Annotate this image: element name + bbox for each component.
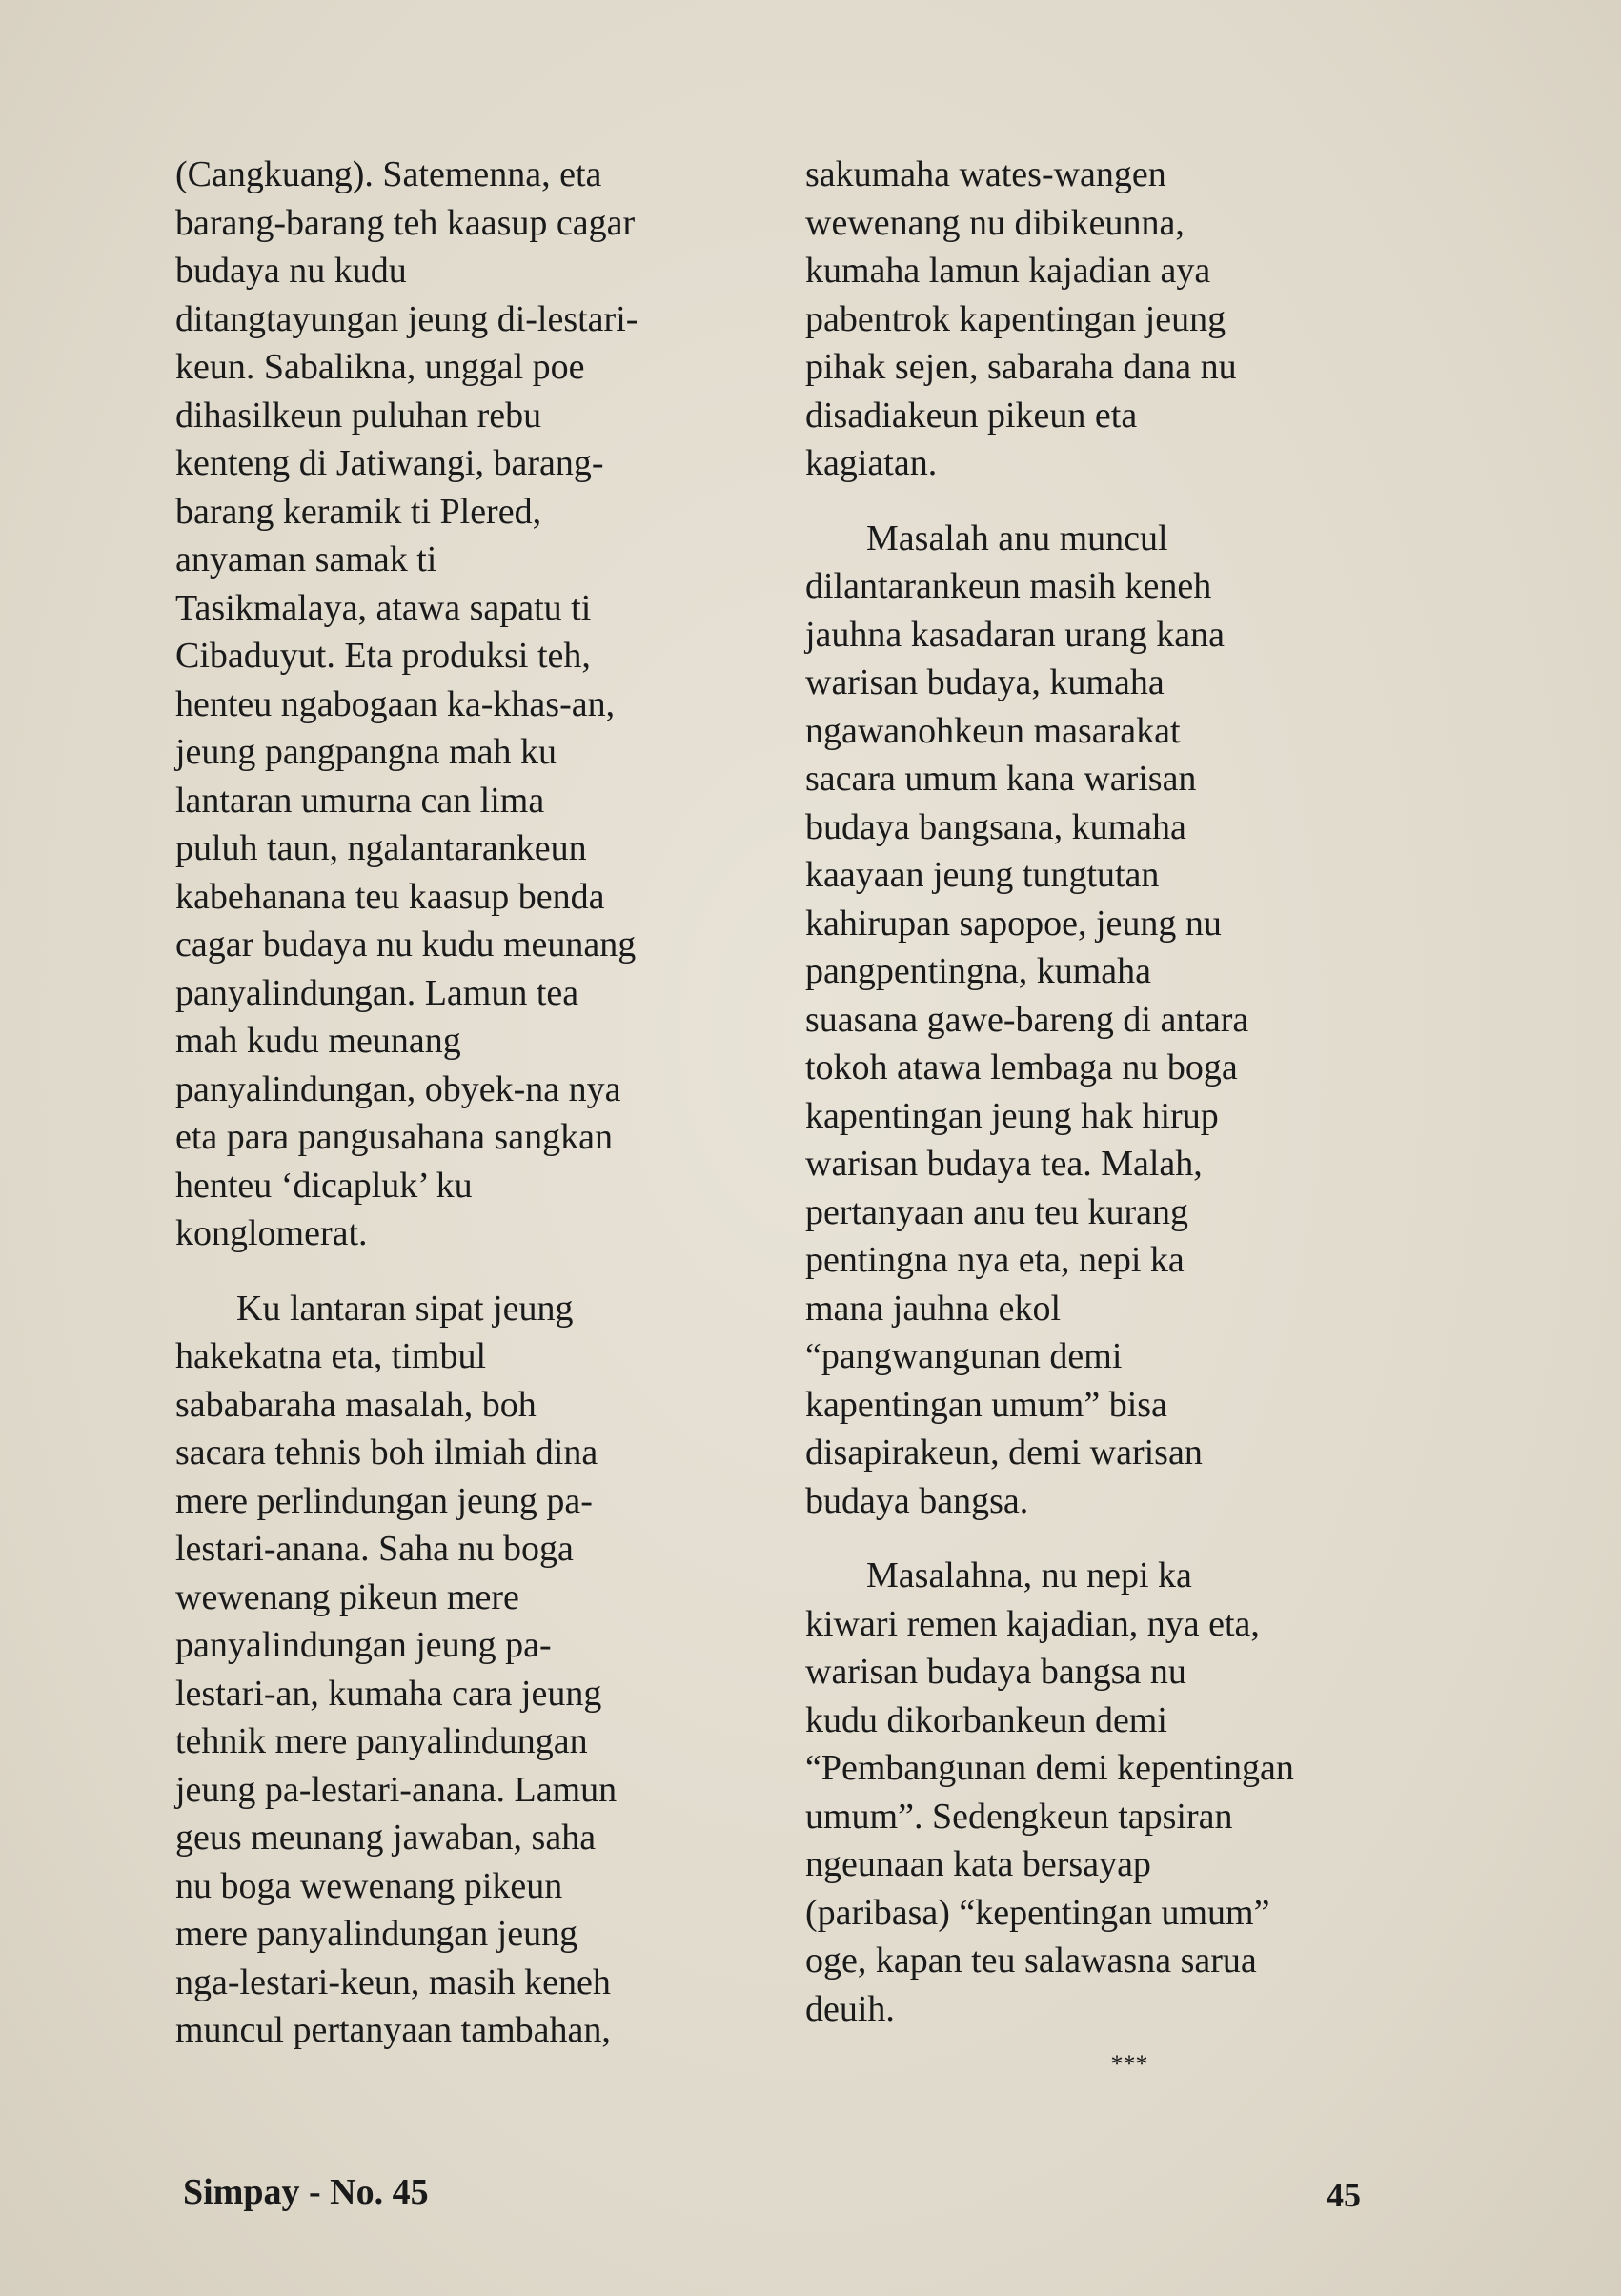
text-line: kiwari remen kajadian, nya eta, [805,1603,1260,1644]
text-line: wewenang pikeun mere [175,1576,519,1617]
text-line: sacara tehnis boh ilmiah dina [175,1432,598,1473]
text-line: budaya nu kudu [175,251,407,291]
text-line: ditangtayungan jeung di-lestari- [175,298,638,339]
text-line: suasana gawe-bareng di antara [805,999,1249,1040]
text-line: jeung pangpangna mah ku [175,732,557,772]
text-line: sababaraha masalah, boh [175,1384,537,1425]
text-line: kapentingan umum” bisa [805,1384,1167,1425]
text-line: dihasilkeun puluhan rebu [175,395,542,436]
text-line: (paribasa) “kepentingan umum” [805,1892,1270,1933]
paragraph [805,1552,1396,2033]
text-line: warisan budaya, kumaha [805,662,1165,702]
text-line: ngeunaan kata bersayap [805,1844,1151,1884]
text-line: kumaha lamun kajadian aya [805,251,1211,291]
text-line: geus meunang jawaban, saha [175,1818,597,1858]
text-line: lestari-anana. Saha nu boga [175,1529,574,1569]
text-line: jeung pa-lestari-anana. Lamun [175,1769,618,1810]
text-line: (Cangkuang). Satemenna, eta [175,154,602,194]
text-line: lantaran umurna can lima [175,780,545,821]
text-line: lestari-an, kumaha cara jeung [175,1673,602,1714]
text-line: kabehanana teu kaasup benda [175,876,605,917]
text-line: hakekatna eta, timbul [175,1336,487,1376]
text-line: henteu ‘dicapluk’ ku [175,1165,473,1206]
text-line: eta para pangusahana sangkan [175,1117,613,1157]
text-line: Masalahna, nu nepi ka [866,1555,1192,1595]
text-line: keun. Sabalikna, unggal poe [175,347,585,387]
text-line: kaayaan jeung tungtutan [805,855,1160,895]
right-column [805,151,1396,2079]
text-line: mere panyalindungan jeung [175,1914,578,1954]
text-line: sakumaha wates-wangen [805,154,1166,194]
text-line: kahirupan sapopoe, jeung nu [805,903,1222,944]
text-line: dilantarankeun masih keneh [805,566,1212,606]
text-line: kapentingan jeung hak hirup [805,1095,1219,1136]
paragraph [805,151,1396,488]
paragraph [175,1285,766,2055]
text-line: “pangwangunan demi [805,1336,1123,1376]
page-number: 45 [1327,2176,1361,2214]
paragraph [805,515,1396,1526]
text-line: disapirakeun, demi warisan [805,1432,1203,1473]
text-line: kudu dikorbankeun demi [805,1699,1167,1740]
text-line: umum”. Sedengkeun tapsiran [805,1796,1233,1837]
text-line: “Pembangunan demi kepentingan [805,1748,1294,1788]
text-line: ngawanohkeun masarakat [805,710,1181,751]
text-line: panyalindungan, obyek-na nya [175,1068,621,1109]
text-line: nga-lestari-keun, masih keneh [175,1961,611,2002]
text-line: barang keramik ti Plered, [175,491,542,532]
text-line: barang-barang teh kaasup cagar [175,202,636,243]
text-line: mana jauhna ekol [805,1288,1062,1329]
text-line: pentingna nya eta, nepi ka [805,1240,1185,1280]
text-line: henteu ngabogaan ka-khas-an, [175,683,616,724]
text-line: panyalindungan jeung pa- [175,1625,552,1665]
text-line: pabentrok kapentingan jeung [805,298,1226,339]
text-line: konglomerat. [175,1213,368,1253]
text-line: tehnik mere panyalindungan [175,1721,588,1761]
text-line: budaya bangsa. [805,1480,1029,1521]
text-line: oge, kapan teu salawasna sarua [805,1940,1257,1981]
text-line: sacara umum kana warisan [805,759,1197,799]
text-line: Tasikmalaya, atawa sapatu ti [175,587,592,628]
text-line: kenteng di Jatiwangi, barang- [175,443,604,483]
text-line: Cibaduyut. Eta produksi teh, [175,636,591,676]
text-line: budaya bangsana, kumaha [805,806,1186,847]
text-line: pihak sejen, sabaraha dana nu [805,347,1237,387]
text-line: nu boga wewenang pikeun [175,1865,563,1906]
text-line: wewenang nu dibikeunna, [805,202,1185,243]
text-line: pangpentingna, kumaha [805,951,1152,991]
text-line: kagiatan. [805,443,938,483]
text-line: puluh taun, ngalantarankeun [175,828,587,868]
text-line: Ku lantaran sipat jeung [236,1288,574,1329]
end-of-article-mark: *** [1110,2050,1148,2078]
text-line: warisan budaya bangsa nu [805,1652,1186,1692]
left-column [175,151,766,2055]
paragraph [175,151,766,1258]
text-line: cagar budaya nu kudu meunang [175,924,637,965]
text-line: disadiakeun pikeun eta [805,395,1138,436]
text-line: panyalindungan. Lamun tea [175,972,579,1013]
text-line: deuih. [805,1988,895,2029]
text-line: mah kudu meunang [175,1021,461,1061]
text-line: warisan budaya tea. Malah, [805,1144,1203,1184]
text-line: Masalah anu muncul [866,518,1168,559]
text-line: muncul pertanyaan tambahan, [175,2010,611,2050]
text-line: anyaman samak ti [175,539,437,579]
text-line: tokoh atawa lembaga nu boga [805,1047,1238,1087]
text-line: pertanyaan anu teu kurang [805,1191,1188,1232]
publication-footer: Simpay - No. 45 [183,2172,429,2212]
text-line: mere perlindungan jeung pa- [175,1480,593,1521]
text-line: jauhna kasadaran urang kana [805,614,1225,655]
